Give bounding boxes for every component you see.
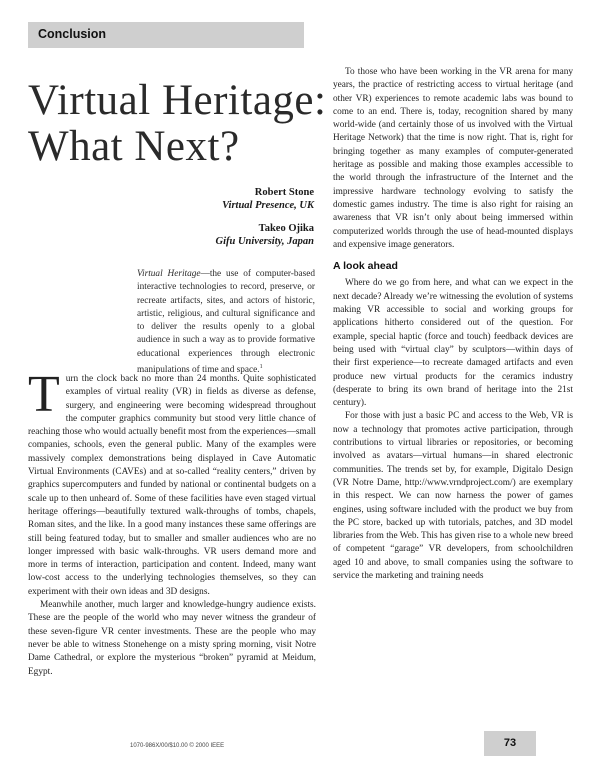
paragraph-3: To those who have been working in the VR arena for many years, the practice of restricting access to virtual heritage (and other VR) experiences to remote academic labs was bound to come to an end. There is, today, recognition shared by many world-wide (and certainly those of us involved with the Virtual Heritage Network) that the time is now right. That is, right for bringing together as many examples of computer-generated heritage as possible and making those examples accessible to the world through the infrastructure of the Internet and the impressive hardware technology evolving to satisfy the domestic games industry. The time is also right for raising an awareness that VR isn’t only about being immersed within computerized worlds through the use of head-mounted displays and expensive image generators.: [333, 67, 573, 250]
subheading: A look ahead: [333, 260, 398, 273]
author-1-affiliation: Virtual Presence, UK: [222, 200, 314, 211]
abstract-footnote-marker: 1: [259, 364, 263, 371]
section-header-bar: [28, 22, 304, 48]
page-number-box: [484, 731, 536, 756]
paragraph-5: For those with just a basic PC and access to the Web, VR is now a technology that promotes active participation, through contributions to virtual libraries or repositories, or becoming involved as avatars—virtual humans—in shared electronic communities. The trends set by, for example, Digitalo Design (VR Notre Dame, http://www.vrndproject.com/) are exemplary in this respect. We can now harness the power of games engines, using software included with the product we buy from the PC store, backed up with tutorials, patches, and 3D model libraries from the Web. This has given rise to a whole new breed of competent “garage” VR developers, from schoolchildren aged 10 and above, to small companies using the software to service the marketing and training needs: [333, 411, 573, 581]
author-1-name: Robert Stone: [254, 187, 314, 198]
author-2: [216, 222, 315, 248]
article-title: [28, 77, 327, 170]
paragraph-4: Where do we go from here, and what can we expect in the next decade? Already we’re witnessing the evolution of systems making VR accessible to social and working groups for applications hitherto considered out of the question. For example, special haptic (force and touch) feedback devices are being used with “virtual clay” by sculptors—within days of their first experience—to recreate damaged artifacts and even produce new virtual products for the ceramics industry (desperate to bring its own brand of heritage into the 21st century).: [333, 278, 573, 409]
abstract: [137, 268, 315, 377]
paragraph-2: Meanwhile another, much larger and knowledge-hungry audience exists. These are the people of the world who may never witness the grandeur of these seven-figure VR center investments. These are the people who may never be able to witness Stonehenge on a misty spring morning, visit Notre Dame Cathedral, or explore the mysterious “broken” pyramid at Meidum, Egypt.: [28, 600, 316, 677]
drop-cap: T: [28, 366, 60, 423]
paragraph-1: [28, 366, 316, 599]
author-block: [216, 186, 315, 248]
section-label: Conclusion: [38, 27, 107, 41]
title-line-2: What Next?: [28, 123, 240, 170]
body-column-right: [333, 66, 573, 583]
page-number: 73: [503, 737, 517, 749]
abstract-text: —the use of computer-based interactive technologies to record, preserve, or recreate artifacts, sites, and actors of historic, artistic, religious, and cultural significance and to deliver the results openly to a global audience in such a way as to provide formative educational experiences through electronic manipulations of time and space.: [137, 269, 315, 376]
author-1: [216, 186, 315, 212]
copyright-code: 1070-986X/00/$10.00 © 2000 IEEE: [130, 743, 225, 749]
paragraph-1-text: urn the clock back no more than 24 months. Quite sophisticated examples of virtual reality (VR) in fields as diverse as defense, surgery, and engineering were becoming widespread throughout the computer graphics community but stood very little chance of reaching those who would actually benefit most from the experiences—small companies, schools, even the general public. Many of the examples were massively complex demonstrations being displayed in Cave Automatic Virtual Environments (CAVEs) and at so-called “reality centers,” driven by graphics supercomputers and funded by national or continental budgets on a scale up to then unheard of. Some of these facilities have even staged virtual heritage offerings—beautifully textured walk-throughs of tombs, chapels, Roman sites, and the like. In a good many instances these same offerings are still being featured today, but to smaller and smaller audiences who are no longer impressed with basic walk-throughs. VR users demand more and more in terms of interaction, participation and content. Indeed, many want low-cost access to the underlying technologies themselves, so they can experiment with their own ideas and 3D designs.: [28, 374, 316, 597]
author-2-name: Takeo Ojika: [258, 223, 314, 234]
title-line-1: Virtual Heritage:: [28, 77, 327, 124]
abstract-term: Virtual Heritage: [137, 269, 201, 279]
author-2-affiliation: Gifu University, Japan: [215, 236, 314, 247]
body-column-left: [28, 366, 316, 679]
